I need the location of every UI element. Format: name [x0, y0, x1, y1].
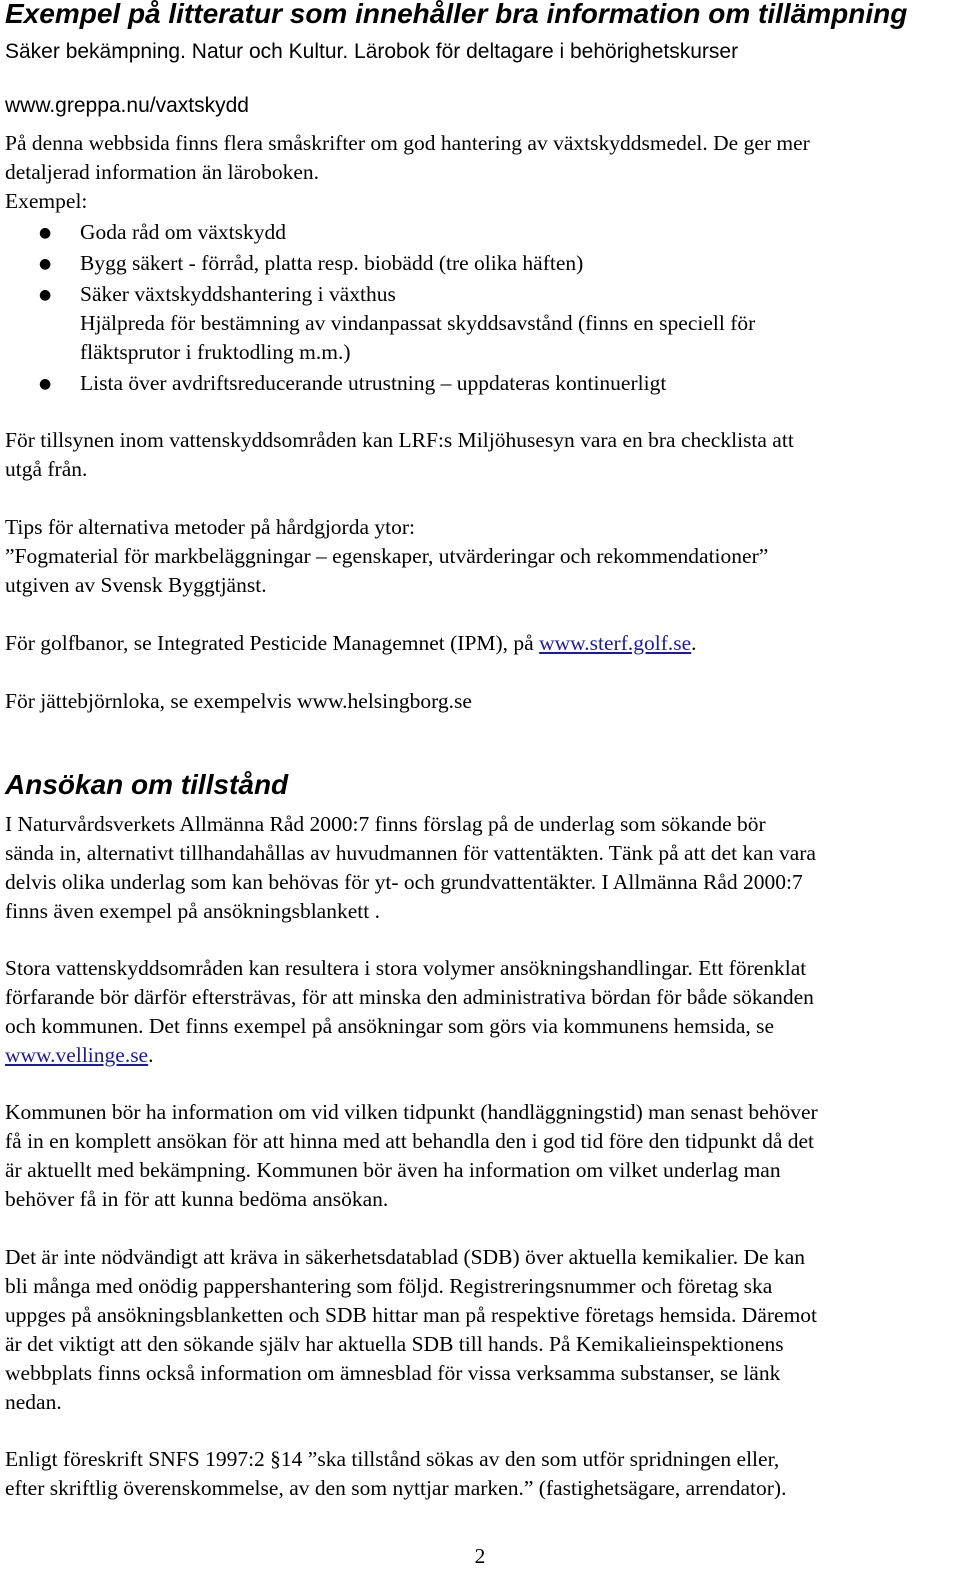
greppa-url: www.greppa.nu/vaxtskydd — [5, 94, 249, 117]
paragraph-line: Det är inte nödvändigt att kräva in säkerhetsdatablad (SDB) över aktuella kemikalier. De kan — [5, 1245, 806, 1269]
paragraph-line: uppges på ansökningsblanketten och SDB hittar man på respektive företags hemsida. Däremot — [5, 1303, 818, 1327]
section-heading-application: Ansökan om tillstånd — [5, 769, 289, 800]
application-p3 — [5, 1098, 818, 1214]
bullet-icon: ● — [39, 256, 52, 272]
list-item: ● Lista över avdriftsreducerande utrustning – uppdateras kontinuerligt — [5, 369, 955, 398]
sterf-link[interactable]: www.sterf.golf.se — [539, 631, 692, 655]
application-p2 — [5, 954, 814, 1070]
hogweed-paragraph: För jättebjörnloka, se exempelvis www.helsingborg.se — [5, 689, 472, 713]
paragraph-line: nedan. — [5, 1390, 62, 1414]
list-item: ● Goda råd om växtskydd — [5, 218, 955, 247]
paragraph-line: Tips för alternativa metoder på hårdgjorda ytor: — [5, 515, 415, 539]
application-p5 — [5, 1445, 786, 1503]
paragraph-line: är aktuellt med bekämpning. Kommunen bör även ha information om vilket underlag man — [5, 1158, 781, 1182]
example-label: Exempel: — [5, 189, 88, 213]
bullet-icon: ● — [39, 287, 52, 303]
paragraph-line: är det viktigt att den sökande själv har aktuella SDB till hands. På Kemikalieinspektionens — [5, 1332, 784, 1356]
vellinge-link[interactable]: www.vellinge.se — [5, 1043, 149, 1067]
paragraph-line: förfarande bör därför eftersträvas, för att minska den administrativa bördan för både sökanden — [5, 985, 814, 1009]
paragraph-line: efter skriftlig överenskommelse, av den som nyttjar marken.” (fastighetsägare, arrendator). — [5, 1476, 787, 1500]
paragraph-line: bli många med onödig pappershantering som följd. Registreringsnummer och företag ska — [5, 1274, 773, 1298]
bullet-icon: ● — [39, 225, 52, 241]
paragraph-line: få in en komplett ansökan för att hinna med att behandla den i god tid före den tidpunkt då det — [5, 1129, 815, 1153]
paragraph-line: Kommunen bör ha information om vid vilken tidpunkt (handläggningstid) man senast behöver — [5, 1100, 818, 1124]
paragraph-line: utgå från. — [5, 457, 88, 481]
section-heading-literature: Exempel på litteratur som innehåller bra information om tillämpning — [5, 0, 908, 29]
golf-suffix: . — [691, 631, 697, 655]
intro-line: På denna webbsida finns flera småskrifter om god hantering av växtskyddsmedel. De ger mer — [5, 131, 810, 155]
paragraph-line: ”Fogmaterial för markbeläggningar – egenskaper, utvärderingar och rekommendationer” — [5, 544, 769, 568]
paragraph-line: Enligt föreskrift SNFS 1997:2 §14 ”ska tillstånd sökas av den som utför spridningen eller, — [5, 1447, 780, 1471]
list-item: ● Bygg säkert - förråd, platta resp. biobädd (tre olika häften) — [5, 249, 955, 278]
sub-line: fläktsprutor i fruktodling m.m.) — [80, 340, 351, 364]
paragraph-line: delvis olika underlag som kan behövas för yt- och grundvattentäkter. I Allmänna Råd 2000:7 — [5, 870, 803, 894]
paragraph-line: finns även exempel på ansökningsblankett . — [5, 899, 380, 923]
paragraph-line — [5, 1041, 814, 1070]
golf-paragraph — [5, 629, 697, 658]
bullet-icon: ● — [39, 376, 52, 392]
tillsyn-paragraph — [5, 426, 794, 484]
paragraph-line: I Naturvårdsverkets Allmänna Råd 2000:7 finns förslag på de underlag som sökande bör — [5, 812, 766, 836]
paragraph-line: behöver få in för att kunna bedöma ansökan. — [5, 1187, 389, 1211]
sub-line: Hjälpreda för bestämning av vindanpassat skyddsavstånd (finns en speciell för — [80, 311, 756, 335]
application-p1 — [5, 810, 816, 926]
page-number: 2 — [474, 1544, 486, 1568]
paragraph-line: webbplats finns också information om ämnesblad för vissa verksamma substanser, se länk — [5, 1361, 781, 1385]
paragraph-line: För tillsynen inom vattenskyddsområden kan LRF:s Miljöhusesyn vara en bra checklista att — [5, 428, 794, 452]
book-reference: Säker bekämpning. Natur och Kultur. Lärobok för deltagare i behörighetskurser — [5, 40, 739, 63]
tips-paragraph — [5, 513, 768, 600]
application-p4 — [5, 1243, 817, 1417]
intro-line: detaljerad information än läroboken. — [5, 160, 320, 184]
list-item: ● Säker växtskyddshantering i växthus Hjälpreda för bestämning av vindanpassat skyddsavstånd (finns en speciell för fläktsprutor i fruktodling m.m.) — [5, 280, 955, 367]
example-list — [5, 218, 955, 398]
paragraph-line: Stora vattenskyddsområden kan resultera i stora volymer ansökningshandlingar. Ett förenklat — [5, 956, 807, 980]
paragraph-line: utgiven av Svensk Byggtjänst. — [5, 573, 267, 597]
paragraph-line: och kommunen. Det finns exempel på ansökningar som görs via kommunens hemsida, se — [5, 1014, 775, 1038]
paragraph-line: sända in, alternativt tillhandahållas av huvudmannen för vattentäkten. Tänk på att det kan vara — [5, 841, 816, 865]
greppa-block — [5, 129, 955, 398]
link-suffix: . — [148, 1043, 154, 1067]
golf-text: För golfbanor, se Integrated Pesticide Managemnet (IPM), på — [5, 631, 540, 655]
